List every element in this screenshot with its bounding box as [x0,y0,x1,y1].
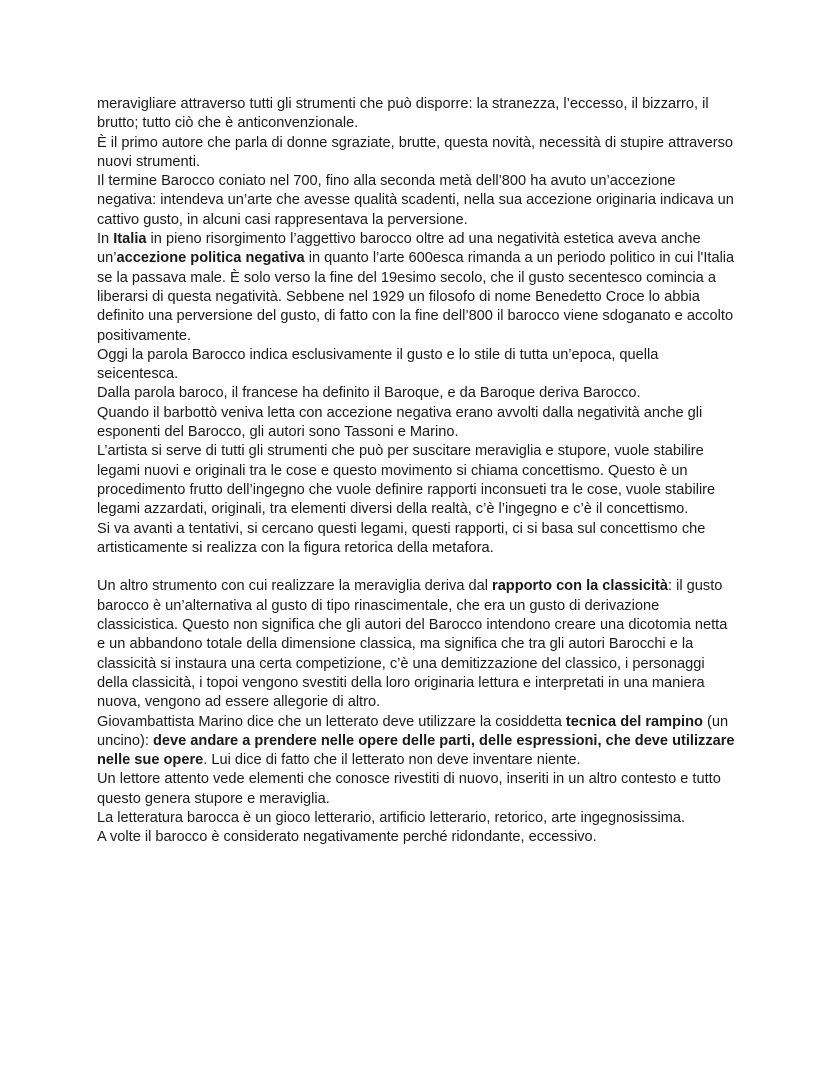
paragraph [97,404,737,443]
bold-text: tecnica del rampino [565,713,703,730]
paragraph [97,172,737,230]
paragraph [97,577,737,712]
text-run: . Lui dice di fatto che il letterato non deve inventare niente. [203,752,581,769]
paragraph [97,828,737,847]
paragraph [97,134,737,173]
text-run: : il gusto barocco è un’alternativa al gusto di tipo rinascimentale, che era un gusto di derivazione classicistica. Questo non significa che gli autori del Barocco intendono creare una dicotomia netta e un abbandono totale della dimensione classica, ma significa che tra gli autori Barocchi e la classicità si instaura una certa competizione, c’è una demitizzazione del classico, i personaggi della classicità, i topoi vengono svestiti della loro originaria lettura e interpretati in una maniera nuova, vengono ad essere allegorie di altro. [97,578,728,711]
text-run: (un uncino): [97,713,729,749]
paragraph [97,713,737,771]
paragraph-spacer [97,558,737,577]
bold-text: rapporto con la classicità [492,578,669,595]
text-run: meravigliare attraverso tutti gli strumenti che può disporre: la stranezza, l’eccesso, il bizzarro, il brutto; tutto ciò che è anticonvenzionale. [97,96,709,132]
paragraph [97,230,737,346]
text-run: Quando il barbottò veniva letta con accezione negativa erano avvolti dalla negatività anche gli esponenti del Barocco, gli autori sono Tassoni e Marino. [97,404,703,441]
text-run: Giovambattista Marino dice che un letterato deve utilizzare la cosiddetta [97,713,566,730]
bold-text: accezione politica negativa [116,250,305,267]
text-run: in pieno risorgimento l’aggettivo barocco oltre ad una negatività estetica aveva anche un’ [97,231,701,267]
bold-text: deve andare a prendere nelle opere delle parti, delle espressioni, che deve utilizzare nelle sue opere [97,732,735,769]
text-run: In [97,231,114,248]
text-run: A volte il barocco è considerato negativamente perché ridondante, eccessivo. [97,829,597,846]
text-run: Un altro strumento con cui realizzare la meraviglia deriva dal [97,578,493,595]
paragraph [97,346,737,385]
paragraph [97,384,737,403]
bold-text: Italia [113,231,147,248]
paragraph [97,95,737,134]
paragraph [97,442,737,519]
text-run: Dalla parola baroco, il francese ha definito il Baroque, e da Baroque deriva Barocco. [97,385,641,402]
paragraph [97,809,737,828]
paragraph [97,520,737,559]
document-body [97,95,737,848]
text-run: È il primo autore che parla di donne sgraziate, brutte, questa novità, necessità di stupire attraverso nuovi strumenti. [97,134,733,170]
text-run: Oggi la parola Barocco indica esclusivamente il gusto e lo stile di tutta un’epoca, quella seicentesca. [97,346,659,383]
paragraph [97,770,737,809]
text-run: Si va avanti a tentativi, si cercano questi legami, questi rapporti, ci si basa sul concettismo che artisticamente si realizza con la figura retorica della metafora. [97,520,706,556]
text-run: Un lettore attento vede elementi che conosce rivestiti di nuovo, inseriti in un altro contesto e tutto questo genera stupore e meraviglia. [97,771,721,807]
text-run: Il termine Barocco coniato nel 700, fino alla seconda metà dell’800 ha avuto un’accezione negativa: intendeva un’arte che avesse qualità scadenti, nella sua accezione originaria indicava un cattivo gusto, in alcuni casi rappresentava la perversione. [97,173,734,228]
text-run: in quanto l’arte 600esca rimanda a un periodo politico in cui l'Italia se la passava male. È solo verso la fine del 19esimo secolo, che il gusto secentesco comincia a liberarsi di questa negatività. Sebbene nel 1929 un filosofo di nome Benedetto Croce lo abbia definito una perversione del gusto, di fatto con la fine dell’800 il barocco viene sdoganato e accolto positivamente. [97,250,735,344]
text-run: La letteratura barocca è un gioco letterario, artificio letterario, retorico, arte ingegnosissima. [97,809,686,826]
text-run: L’artista si serve di tutti gli strumenti che può per suscitare meraviglia e stupore, vuole stabilire legami nuovi e originali tra le cose e questo movimento si chiama concettismo. Questo è un procedimento frutto dell’ingegno che vuole definire rapporti inconsueti tra le cose, vuole stabilire legami azzardati, originali, tra elementi diversi della realtà, c’è l’ingegno e c’è il concettismo. [97,443,716,518]
